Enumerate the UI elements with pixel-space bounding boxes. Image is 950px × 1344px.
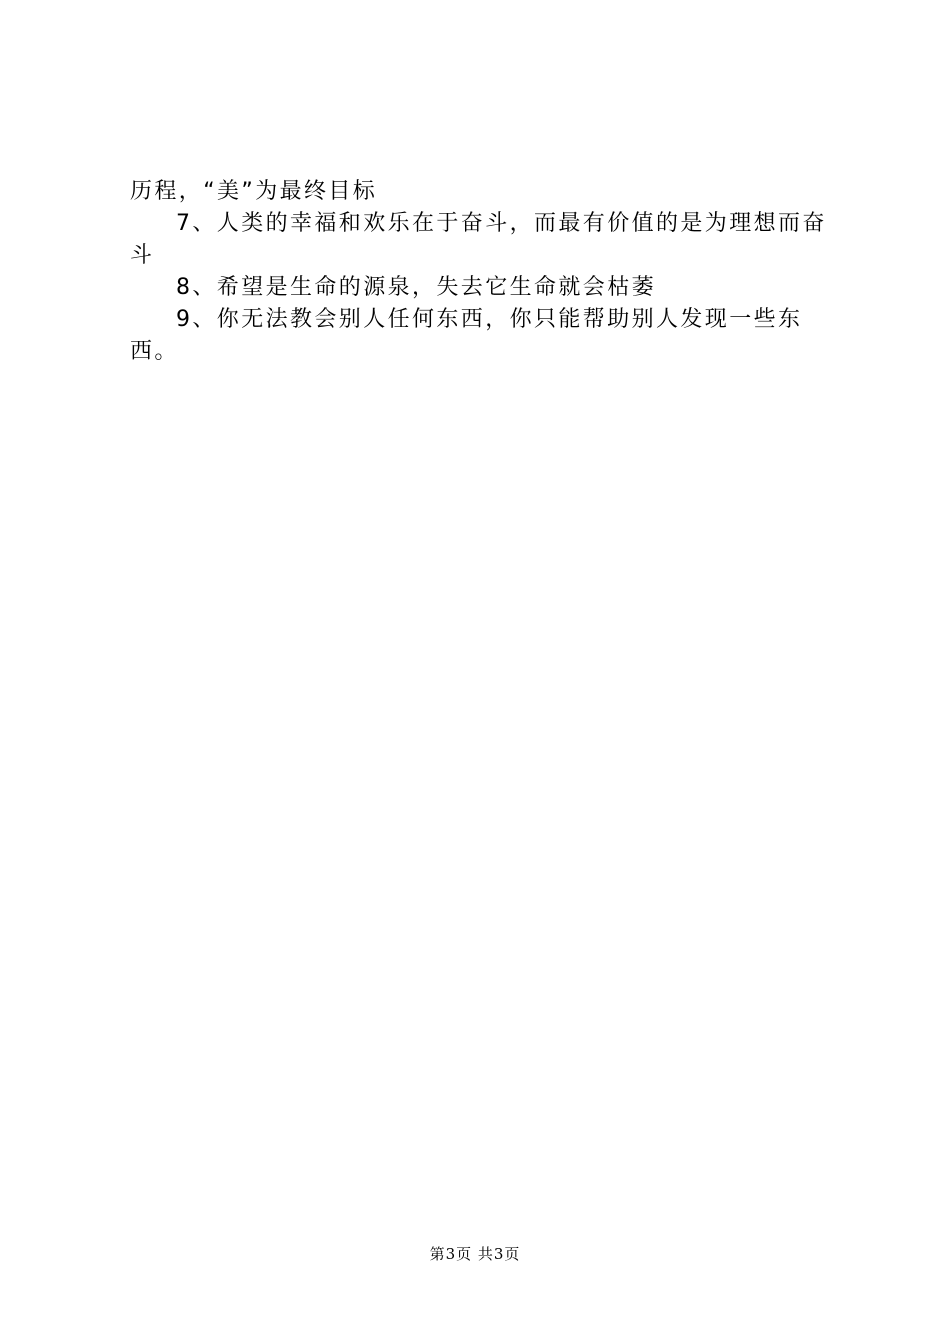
- page-number-label: 第3页 共3页: [429, 1245, 521, 1263]
- paragraph-continuation: 历程，“美”为最终目标: [130, 179, 378, 204]
- paragraph-item-9: 9、你无法教会别人任何东西，你只能帮助别人发现一些东西。: [130, 307, 803, 364]
- document-body: [130, 176, 830, 368]
- paragraph-item-8: 8、希望是生命的源泉，失去它生命就会枯萎: [176, 275, 656, 300]
- paragraph-item-7: 7、人类的幸福和欢乐在于奋斗，而最有价值的是为理想而奋斗: [130, 211, 827, 268]
- page-footer: [0, 1243, 950, 1264]
